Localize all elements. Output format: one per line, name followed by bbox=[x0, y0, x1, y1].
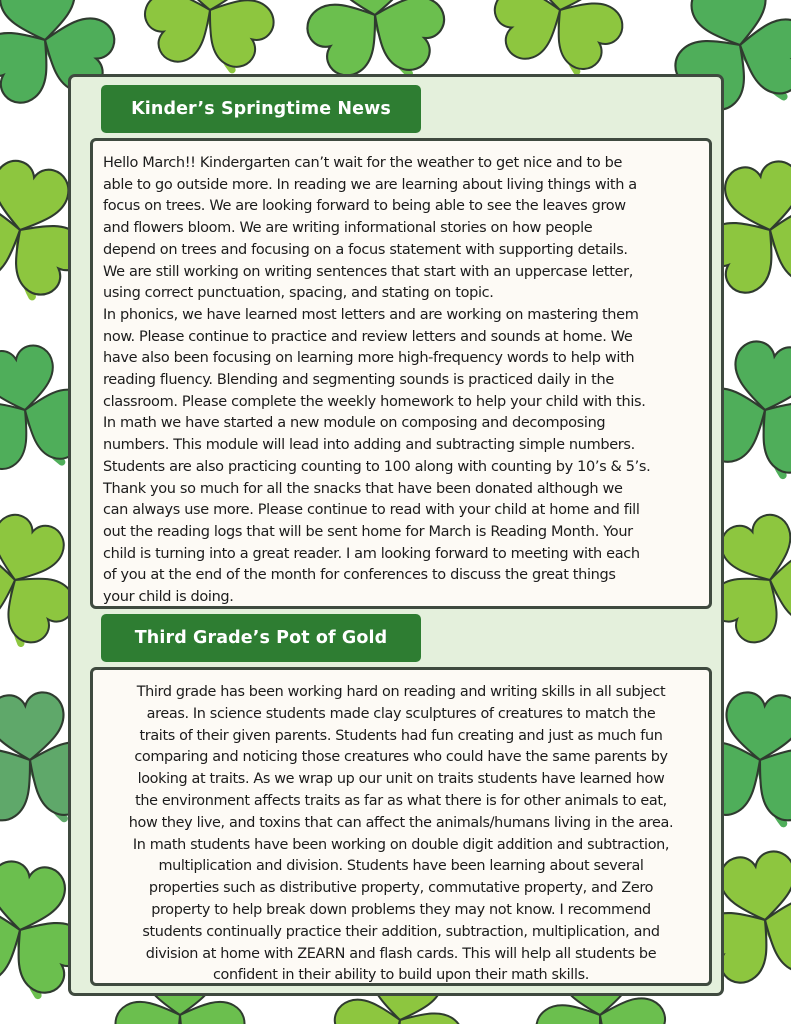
third-grade-paragraph-line: looking at traits. As we wrap up our unit on traits students have learned how bbox=[137, 771, 665, 788]
third-grade-paragraph-line: traits of their given parents. Students had fun creating and just as much fun bbox=[139, 727, 663, 744]
third-grade-paragraph-line: how they live, and toxins that can affect the animals/humans living in the area. bbox=[128, 814, 674, 831]
third-grade-paragraph-line: confident in their ability to build upon their math skills. bbox=[213, 967, 589, 984]
kinder-paragraph-line: depend on trees and focusing on a focus statement with supporting details. bbox=[103, 241, 628, 258]
kinder-paragraph-line: In math we have started a new module on composing and decomposing bbox=[103, 415, 606, 432]
third-grade-text-box bbox=[90, 667, 712, 986]
kinder-paragraph-line: In phonics, we have learned most letters and are working on mastering them bbox=[103, 306, 639, 323]
kinder-title: Kinder’s Springtime News bbox=[131, 99, 391, 119]
kinder-paragraph-line: out the reading logs that will be sent home for March is Reading Month. Your bbox=[103, 523, 633, 540]
third-grade-paragraph-line: areas. In science students made clay sculptures of creatures to match the bbox=[146, 705, 656, 722]
kinder-paragraph-line: now. Please continue to practice and review letters and sounds at home. We bbox=[103, 328, 633, 345]
shamrock-icon bbox=[133, 0, 287, 78]
third-grade-paragraph-line: property to help break down problems they may not know. I recommend bbox=[151, 901, 651, 918]
kinder-paragraph-line: can always use more. Please continue to read with your child at home and fill bbox=[103, 502, 640, 519]
kinder-section-header bbox=[101, 85, 421, 133]
third-grade-title: Third Grade’s Pot of Gold bbox=[134, 628, 388, 648]
kinder-paragraph-line: child is turning into a great reader. I am looking forward to meeting with each bbox=[103, 545, 640, 562]
third-grade-paragraph-line: In math students have been working on double digit addition and subtraction, bbox=[132, 836, 670, 853]
kinder-paragraph-line: your child is doing. bbox=[103, 589, 234, 606]
third-grade-paragraph-line: multiplication and division. Students have been learning about several bbox=[158, 858, 644, 875]
third-grade-paragraph-line: students continually practice their addition, subtraction, multiplication, and bbox=[142, 923, 660, 940]
kinder-paragraph-line: using correct punctuation, spacing, and stating on topic. bbox=[103, 285, 494, 302]
third-grade-paragraph-line: properties such as distributive property, commutative property, and Zero bbox=[148, 880, 654, 897]
shamrock-icon bbox=[479, 0, 642, 83]
kinder-paragraph-line: reading fluency. Blending and segmenting sounds is practiced daily in the bbox=[103, 372, 614, 389]
third-grade-paragraph-line: the environment affects traits as far as what there is for other animals to eat, bbox=[135, 792, 667, 809]
third-grade-section-header bbox=[101, 614, 421, 662]
third-grade-paragraph-line: Third grade has been working hard on reading and writing skills in all subject bbox=[136, 684, 666, 700]
kinder-paragraph-line: focus on trees. We are looking forward to being able to see the leaves grow bbox=[103, 198, 626, 215]
kinder-paragraph-line: and flowers bloom. We are writing informational stories on how people bbox=[103, 220, 593, 237]
kinder-paragraph-line: classroom. Please complete the weekly homework to help your child with this. bbox=[103, 393, 646, 410]
kinder-paragraph-line: Hello March!! Kindergarten can’t wait for the weather to get nice and to be bbox=[103, 155, 623, 171]
kinder-paragraph-line: numbers. This module will lead into adding and subtracting simple numbers. bbox=[103, 437, 635, 454]
kinder-paragraph-line: have also been focusing on learning more high-frequency words to help with bbox=[103, 350, 635, 367]
kinder-paragraph-line: Students are also practicing counting to 100 along with counting by 10’s & 5’s. bbox=[103, 458, 651, 475]
kinder-paragraph-line: of you at the end of the month for conferences to discuss the great things bbox=[103, 567, 616, 584]
third-grade-paragraph-line: division at home with ZEARN and flash cards. This will help all students be bbox=[145, 945, 657, 962]
third-grade-paragraph-line: comparing and noticing those creatures who could have the same parents by bbox=[134, 749, 668, 766]
kinder-paragraph-line: Thank you so much for all the snacks that have been donated although we bbox=[103, 480, 623, 497]
kinder-paragraph-line: able to go outside more. In reading we are learning about living things with a bbox=[103, 176, 637, 193]
kinder-paragraph-line: We are still working on writing sentences that start with an uppercase letter, bbox=[103, 263, 633, 280]
kinder-text-box bbox=[90, 138, 712, 609]
